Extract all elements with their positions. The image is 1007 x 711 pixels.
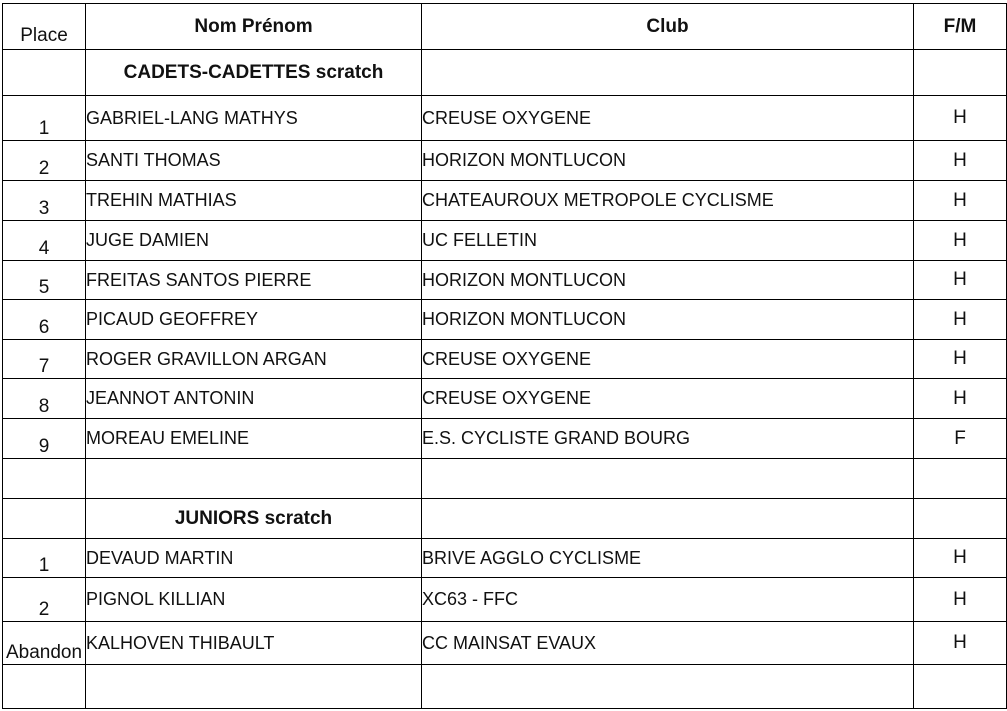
name-cell: JUGE DAMIEN [86, 221, 422, 261]
club-cell: UC FELLETIN [422, 221, 914, 261]
fm-cell: H [914, 578, 1007, 622]
empty-cell [422, 459, 914, 499]
empty-cell [3, 459, 86, 499]
results-table [2, 3, 1007, 709]
fm-cell: H [914, 96, 1007, 141]
section-title-row [3, 50, 1007, 96]
section-fm-cell [914, 50, 1007, 96]
header-club: Club [422, 4, 914, 50]
name-cell: FREITAS SANTOS PIERRE [86, 261, 422, 300]
fm-cell: F [914, 419, 1007, 459]
place-cell: 9 [3, 419, 86, 459]
place-cell: 2 [3, 578, 86, 622]
empty-cell [3, 665, 86, 709]
club-cell: HORIZON MONTLUCON [422, 141, 914, 181]
header-row [3, 4, 1007, 50]
name-cell: KALHOVEN THIBAULT [86, 622, 422, 665]
table-row [3, 379, 1007, 419]
place-cell: 3 [3, 181, 86, 221]
empty-row [3, 459, 1007, 499]
name-cell: MOREAU EMELINE [86, 419, 422, 459]
section-title: CADETS-CADETTES scratch [86, 50, 422, 96]
name-cell: JEANNOT ANTONIN [86, 379, 422, 419]
table-row [3, 539, 1007, 578]
section-place-cell [3, 50, 86, 96]
section-title-row [3, 499, 1007, 539]
fm-cell: H [914, 221, 1007, 261]
club-cell: CC MAINSAT EVAUX [422, 622, 914, 665]
name-cell: SANTI THOMAS [86, 141, 422, 181]
header-fm: F/M [914, 4, 1007, 50]
section-title: JUNIORS scratch [86, 499, 422, 539]
table-row [3, 419, 1007, 459]
place-cell: 1 [3, 539, 86, 578]
table-row [3, 578, 1007, 622]
section-club-cell [422, 50, 914, 96]
section-club-cell [422, 499, 914, 539]
place-cell: 6 [3, 300, 86, 340]
empty-cell [914, 459, 1007, 499]
section-place-cell [3, 499, 86, 539]
club-cell: CREUSE OXYGENE [422, 379, 914, 419]
empty-cell [914, 665, 1007, 709]
header-place: Place [3, 4, 86, 50]
club-cell: CREUSE OXYGENE [422, 340, 914, 379]
table-row [3, 221, 1007, 261]
empty-cell [86, 665, 422, 709]
header-name: Nom Prénom [86, 4, 422, 50]
club-cell: HORIZON MONTLUCON [422, 300, 914, 340]
fm-cell: H [914, 340, 1007, 379]
section-fm-cell [914, 499, 1007, 539]
place-cell: Abandon [3, 622, 86, 665]
name-cell: TREHIN MATHIAS [86, 181, 422, 221]
table-row [3, 340, 1007, 379]
club-cell: XC63 - FFC [422, 578, 914, 622]
table-row [3, 96, 1007, 141]
table-row [3, 141, 1007, 181]
place-cell: 1 [3, 96, 86, 141]
empty-cell [422, 665, 914, 709]
place-cell: 8 [3, 379, 86, 419]
name-cell: GABRIEL-LANG MATHYS [86, 96, 422, 141]
table-row [3, 300, 1007, 340]
place-cell: 4 [3, 221, 86, 261]
place-cell: 5 [3, 261, 86, 300]
club-cell: HORIZON MONTLUCON [422, 261, 914, 300]
fm-cell: H [914, 379, 1007, 419]
fm-cell: H [914, 539, 1007, 578]
club-cell: CHATEAUROUX METROPOLE CYCLISME [422, 181, 914, 221]
name-cell: ROGER GRAVILLON ARGAN [86, 340, 422, 379]
place-cell: 7 [3, 340, 86, 379]
table-row [3, 181, 1007, 221]
club-cell: CREUSE OXYGENE [422, 96, 914, 141]
empty-cell [86, 459, 422, 499]
name-cell: PICAUD GEOFFREY [86, 300, 422, 340]
place-cell: 2 [3, 141, 86, 181]
club-cell: BRIVE AGGLO CYCLISME [422, 539, 914, 578]
table-row [3, 261, 1007, 300]
fm-cell: H [914, 141, 1007, 181]
fm-cell: H [914, 622, 1007, 665]
name-cell: DEVAUD MARTIN [86, 539, 422, 578]
table-row [3, 622, 1007, 665]
club-cell: E.S. CYCLISTE GRAND BOURG [422, 419, 914, 459]
fm-cell: H [914, 261, 1007, 300]
empty-row [3, 665, 1007, 709]
name-cell: PIGNOL KILLIAN [86, 578, 422, 622]
fm-cell: H [914, 181, 1007, 221]
fm-cell: H [914, 300, 1007, 340]
